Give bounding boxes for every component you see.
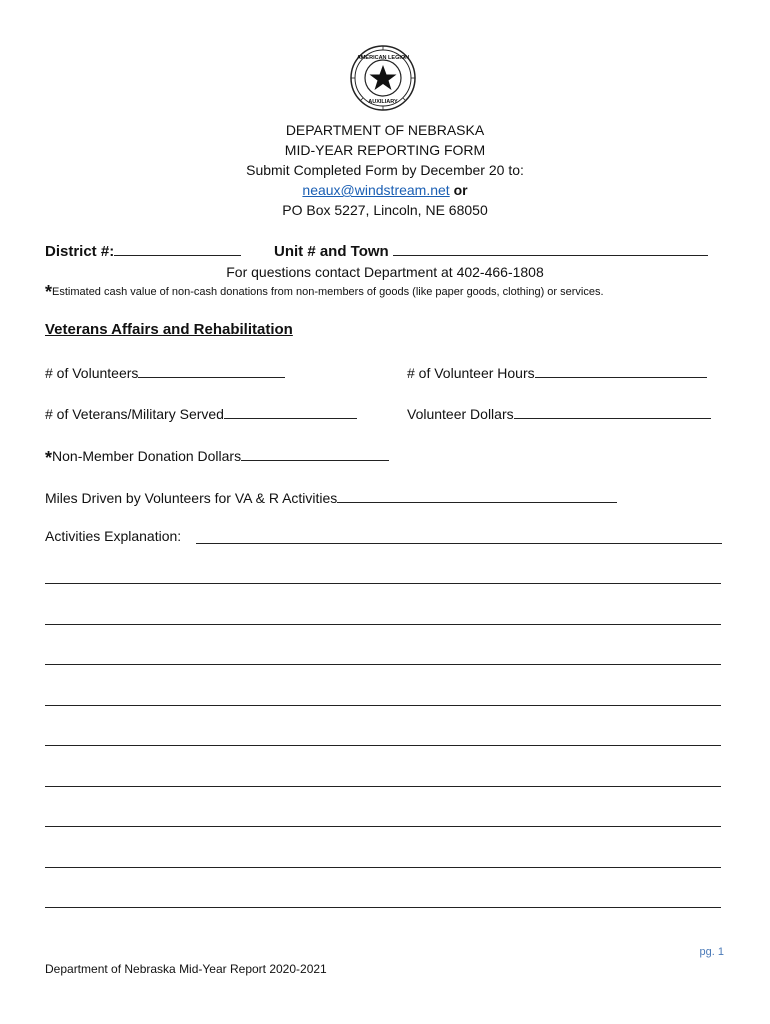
explanation-line[interactable]	[45, 664, 721, 665]
miles-input[interactable]	[337, 488, 617, 503]
american-legion-auxiliary-emblem-icon	[349, 44, 417, 112]
header-email-line	[0, 180, 770, 200]
emblem-bottom-text: AUXILIARY	[368, 99, 398, 105]
volunteer-hours-row	[407, 363, 707, 381]
explanation-line[interactable]	[45, 786, 721, 787]
district-input[interactable]	[114, 241, 241, 256]
volunteers-row	[45, 363, 285, 381]
header-address: PO Box 5227, Lincoln, NE 68050	[282, 202, 488, 218]
explanation-row	[45, 528, 181, 544]
explanation-line[interactable]	[45, 867, 721, 868]
miles-row	[45, 488, 617, 506]
contact-info: For questions contact Department at 402-466-1808	[226, 264, 544, 280]
explanation-line[interactable]	[45, 624, 721, 625]
header-submit-instructions: Submit Completed Form by December 20 to:	[246, 162, 524, 178]
note-text: Estimated cash value of non-cash donations from non-members of goods (like paper goods, clothing) or services.	[52, 286, 604, 298]
nonmember-input[interactable]	[241, 446, 389, 461]
explanation-line[interactable]	[45, 583, 721, 584]
volunteers-input[interactable]	[138, 363, 285, 378]
volunteers-label: # of Volunteers	[45, 365, 139, 381]
explanation-line[interactable]	[45, 745, 721, 746]
veterans-served-input[interactable]	[224, 404, 357, 419]
unit-row	[274, 241, 708, 260]
volunteer-hours-input[interactable]	[535, 363, 707, 378]
explanation-line[interactable]	[196, 543, 722, 544]
volunteer-hours-label: # of Volunteer Hours	[407, 365, 535, 381]
emblem-top-text: AMERICAN LEGION	[356, 55, 410, 61]
veterans-served-label: # of Veterans/Military Served	[45, 406, 224, 422]
explanation-line[interactable]	[45, 705, 721, 706]
note-star: *	[45, 282, 53, 302]
section-title: Veterans Affairs and Rehabilitation	[45, 321, 293, 338]
header-form-title: MID-YEAR REPORTING FORM	[284, 142, 486, 158]
or-text: or	[453, 182, 468, 198]
district-row	[45, 241, 241, 260]
estimated-note	[45, 282, 604, 303]
explanation-label: Activities Explanation:	[45, 528, 182, 544]
footer-title: Department of Nebraska Mid-Year Report 2020-2021	[45, 962, 327, 976]
explanation-line[interactable]	[45, 907, 721, 908]
veterans-served-row	[45, 404, 357, 422]
nonmember-star: *	[45, 448, 53, 468]
emblem	[349, 44, 417, 112]
header-department: DEPARTMENT OF NEBRASKA	[285, 122, 485, 138]
unit-label: Unit # and Town	[274, 243, 389, 260]
unit-town-input[interactable]	[393, 241, 708, 256]
nonmember-row	[45, 446, 389, 469]
miles-label: Miles Driven by Volunteers for VA & R Activities	[45, 490, 338, 506]
volunteer-dollars-input[interactable]	[514, 404, 711, 419]
page-number: pg. 1	[699, 946, 724, 958]
explanation-line[interactable]	[45, 826, 721, 827]
volunteer-dollars-label: Volunteer Dollars	[407, 406, 514, 422]
district-label: District #:	[45, 243, 115, 260]
volunteer-dollars-row	[407, 404, 711, 422]
email-link[interactable]: neaux@windstream.net	[302, 182, 450, 198]
nonmember-label: Non-Member Donation Dollars	[52, 448, 242, 464]
